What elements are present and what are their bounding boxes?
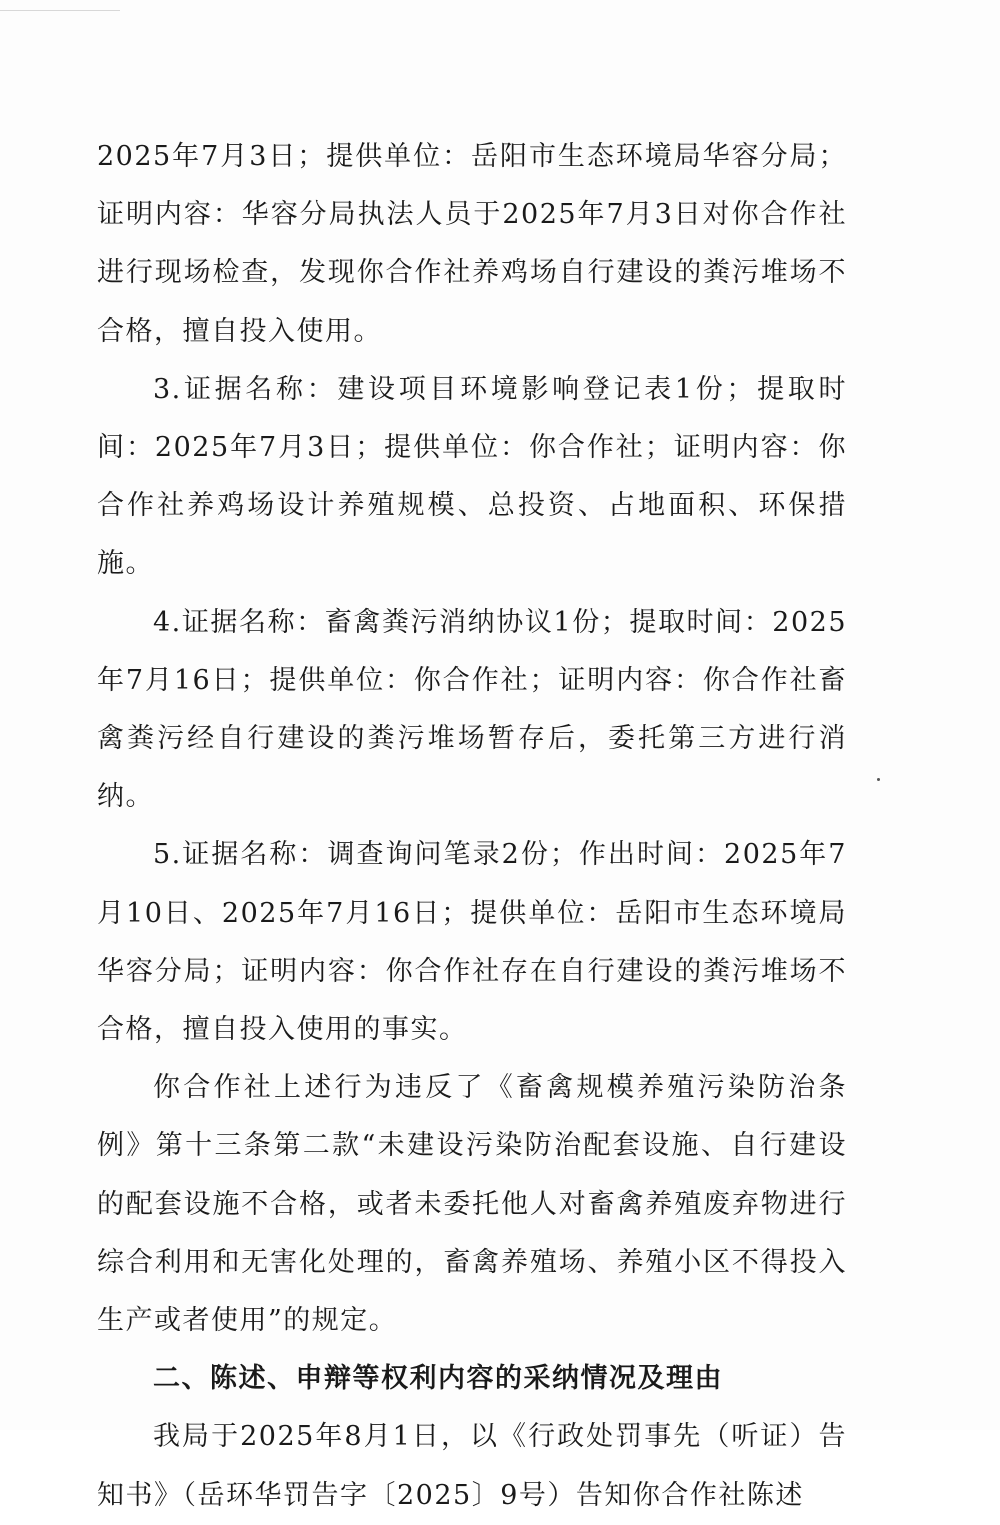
scan-edge-line <box>0 10 120 11</box>
notice-paragraph: 我局于2025年8月1日，以《行政处罚事先（听证）告知书》（岳环华罚告字〔2025〕9号）告知你合作社陈述 <box>97 1421 847 1511</box>
document-body <box>97 128 847 1525</box>
evidence-2-continued-paragraph: 2025年7月3日；提供单位：岳阳市生态环境局华容分局；证明内容：华容分局执法人员于2025年7月3日对你合作社进行现场检查，发现你合作社养鸡场自行建设的粪污堆场不合格，擅自投入使用。 <box>97 141 847 347</box>
scan-speck <box>877 778 880 781</box>
section-heading-2: 二、陈述、申辩等权利内容的采纳情况及理由 <box>153 1363 723 1395</box>
evidence-4-paragraph: 4.证据名称：畜禽粪污消纳协议1份；提取时间：2025年7月16日；提供单位：你合作社；证明内容：你合作社畜禽粪污经自行建设的粪污堆场暂存后，委托第三方进行消纳。 <box>97 606 847 813</box>
evidence-3-paragraph: 3.证据名称：建设项目环境影响登记表1份；提取时间：2025年7月3日；提供单位：你合作社；证明内容：你合作社养鸡场设计养殖规模、总投资、占地面积、环保措施。 <box>97 373 847 580</box>
evidence-5-paragraph: 5.证据名称：调查询问笔录2份；作出时间：2025年7月10日、2025年7月16日；提供单位：岳阳市生态环境局华容分局；证明内容：你合作社存在自行建设的粪污堆场不合格，擅自投入使用的事实。 <box>97 839 847 1046</box>
violation-paragraph: 你合作社上述行为违反了《畜禽规模养殖污染防治条例》第十三条第二款“未建设污染防治配套设施、自行建设的配套设施不合格，或者未委托他人对畜禽养殖废弃物进行综合利用和无害化处理的，畜禽养殖场、养殖小区不得投入生产或者使用”的规定。 <box>97 1072 847 1337</box>
